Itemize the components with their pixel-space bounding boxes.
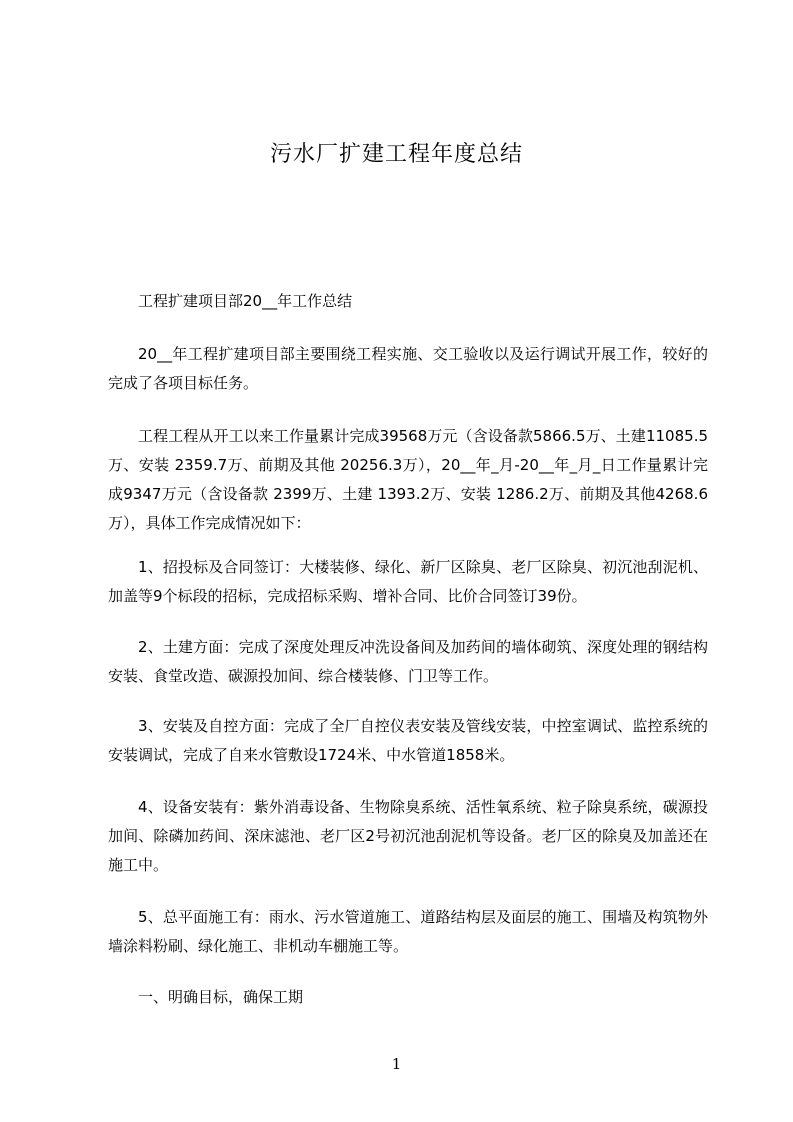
paragraph-equipment: [108, 793, 708, 880]
document-title: 污水厂扩建工程年度总结: [269, 142, 523, 167]
page-number: 1: [391, 1055, 402, 1073]
paragraph-installation: [108, 712, 708, 770]
paragraph-text: 2、土建方面：完成了深度处理反冲洗设备间及加药间的墙体砌筑、深度处理的钢结构安装、食堂改造、碳源投加间、综合楼装修、门卫等工作。: [108, 638, 708, 685]
subtitle-line: 工程扩建项目部20__年工作总结: [138, 292, 353, 310]
paragraph-workload: [108, 422, 708, 538]
section-heading: 一、明确目标，确保工期: [138, 988, 304, 1006]
paragraph-intro: [108, 340, 708, 398]
paragraph-bidding: [108, 553, 708, 611]
document-body: [108, 287, 708, 316]
paragraph-text: 工程工程从开工以来工作量累计完成39568万元（含设备款5866.5万、土建11085.5万、安装 2359.7万、前期及其他 20256.3万），20__年_月-20__年_月_日工作量累计完成9347万元（含设备款 2399万、土建 1393.2万、安装 1286.2万、前期及其他4268.6万），具体工作完成情况如下：: [108, 427, 708, 532]
paragraph-text: 1、招投标及合同签订：大楼装修、绿化、新厂区除臭、老厂区除臭、初沉池刮泥机、加盖等9个标段的招标，完成招标采购、增补合同、比价合同签订39份。: [108, 558, 708, 605]
paragraph-text: 20__年工程扩建项目部主要围绕工程实施、交工验收以及运行调试开展工作，较好的完成了各项目标任务。: [108, 345, 708, 392]
paragraph-civil: [108, 633, 708, 691]
paragraph-text: 4、设备安装有：紫外消毒设备、生物除臭系统、活性氧系统、粒子除臭系统，碳源投加间、除磷加药间、深床滤池、老厂区2号初沉池刮泥机等设备。老厂区的除臭及加盖还在施工中。: [108, 798, 708, 874]
paragraph-text: 3、安装及自控方面：完成了全厂自控仪表安装及管线安装，中控室调试、监控系统的安装调试，完成了自来水管敷设1724米、中水管道1858米。: [108, 717, 708, 764]
paragraph-text: 5、总平面施工有：雨水、污水管道施工、道路结构层及面层的施工、围墙及构筑物外墙涂料粉刷、绿化施工、非机动车棚施工等。: [108, 908, 708, 955]
paragraph-site-plan: [108, 903, 708, 961]
section-heading-block: [108, 983, 708, 1012]
